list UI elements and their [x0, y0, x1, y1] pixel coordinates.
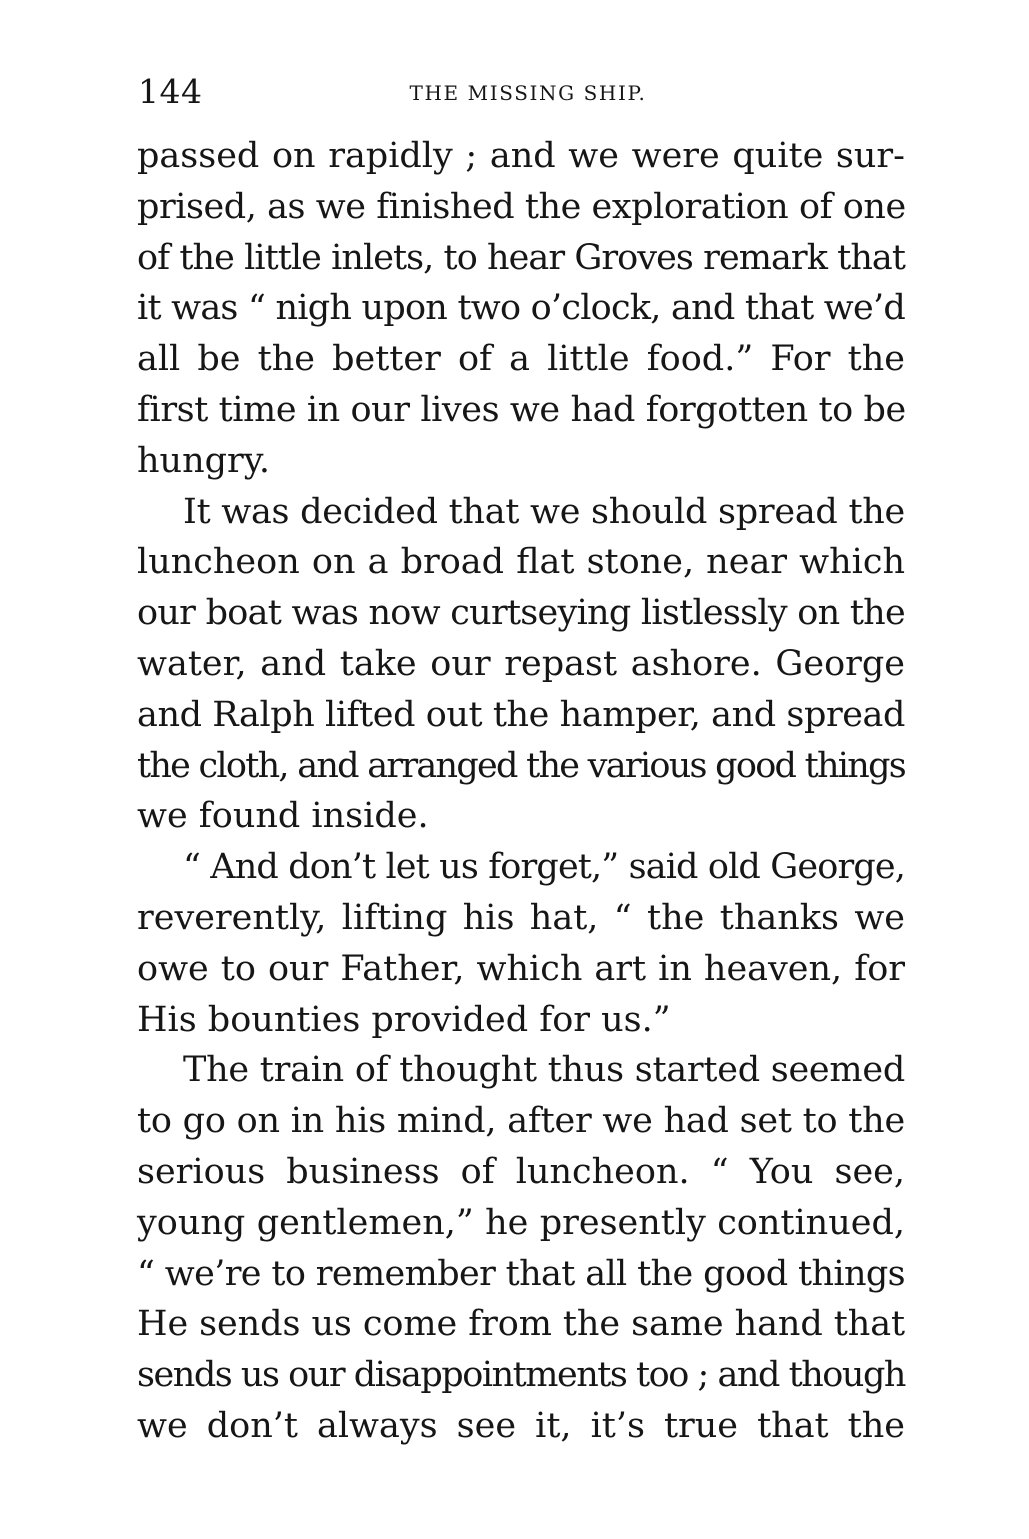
text-line: first time in our lives we had forgotten to be	[137, 389, 906, 430]
text-line: The train of thought thus started seemed	[183, 1050, 905, 1091]
body-text	[137, 131, 905, 1452]
text-line: He sends us come from the same hand that	[137, 1304, 905, 1345]
text-line: luncheon on a broad flat stone, near which	[137, 542, 905, 583]
text-line: all be the better of a little food.” For the	[137, 339, 905, 380]
text-line: reverently, lifting his hat, “ the thanks we	[137, 897, 905, 938]
text-line: we don’t always see it, it’s true that the	[137, 1405, 905, 1446]
text-line: passed on rapidly ; and we were quite sur-	[137, 136, 905, 176]
text-line: we found inside.	[137, 796, 429, 837]
text-line: water, and take our repast ashore. George	[137, 643, 905, 684]
running-title: THE MISSING SHIP.	[409, 81, 647, 105]
text-line: His bounties provided for us.”	[137, 999, 671, 1040]
text-line: sends us our disappointments too ; and though	[137, 1355, 905, 1396]
text-line: It was decided that we should spread the	[183, 491, 905, 532]
text-line: it was “ nigh upon two o’clock, and that we’d	[137, 288, 905, 329]
text-line: young gentlemen,” he presently continued,	[137, 1202, 905, 1243]
page-number: 144	[138, 72, 203, 111]
text-line: “ And don’t let us forget,” said old George,	[183, 847, 905, 888]
text-line: owe to our Father, which art in heaven, for	[137, 948, 905, 989]
text-line: of the little inlets, to hear Groves remark that	[137, 237, 905, 278]
text-line: “ we’re to remember that all the good things	[137, 1253, 905, 1294]
text-line: prised, as we finished the exploration of one	[137, 186, 906, 227]
text-line: serious business of luncheon. “ You see,	[137, 1151, 905, 1192]
text-line: to go on in his mind, after we had set to the	[137, 1101, 905, 1142]
text-line: the cloth, and arranged the various good things	[137, 745, 905, 786]
text-line: and Ralph lifted out the hamper, and spread	[137, 694, 905, 735]
text-line: hungry.	[137, 440, 271, 481]
text-line: our boat was now curtseying listlessly on the	[137, 593, 905, 634]
running-header	[138, 72, 907, 112]
